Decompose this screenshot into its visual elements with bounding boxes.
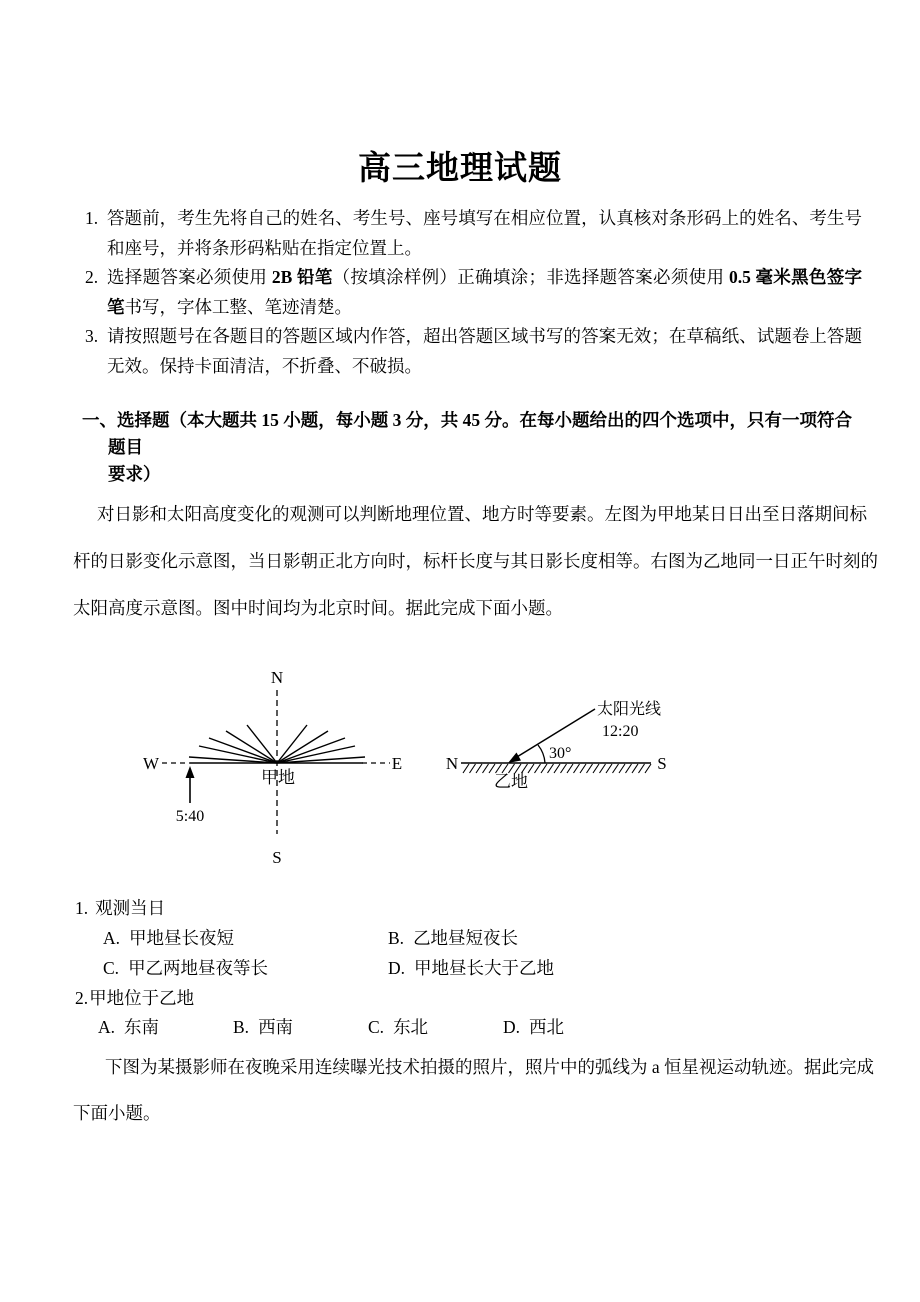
instruction-text: 请按照题号在各题目的答题区域内作答，超出答题区域书写的答案无效；在草稿纸、试题卷上答题无效。保持卡面清洁，不折叠、不破损。	[107, 326, 862, 376]
option-text: 西南	[258, 1017, 294, 1037]
question-text: 观测当日	[95, 898, 166, 918]
ground-hatching	[463, 764, 651, 773]
option-label: A.	[103, 928, 121, 948]
instruction-item	[0, 322, 920, 381]
angle-arc	[538, 745, 545, 763]
option-text: 甲乙两地昼夜等长	[128, 958, 269, 978]
east-label: E	[391, 754, 403, 773]
q1-option-a	[103, 923, 388, 953]
instruction-item	[0, 204, 920, 263]
instruction-text: 答题前，考生先将自己的姓名、考生号、座号填写在相应位置，认真核对条形码上的姓名、考生号和座号，并将条形码粘贴在指定位置上。	[107, 208, 862, 258]
q1-option-b	[388, 923, 673, 953]
south-label: S	[272, 848, 282, 867]
reading-passage-2	[73, 1044, 875, 1136]
section-heading-line2: 要求）	[108, 464, 161, 484]
option-text: 西北	[529, 1017, 565, 1037]
instruction-text-bold: 0.5 毫米黑色签字笔	[107, 267, 863, 317]
instruction-text: 选择题答案必须使用	[107, 267, 272, 287]
option-label: D.	[503, 1017, 521, 1037]
q2-option-b	[233, 1013, 368, 1041]
instruction-item	[0, 263, 920, 322]
q1-option-d	[388, 953, 673, 983]
shadow-direction-figure	[140, 666, 410, 881]
question-2-stem	[75, 983, 920, 1013]
question-number: 1.	[75, 898, 89, 918]
question-2	[0, 983, 920, 1041]
option-text: 甲地昼长大于乙地	[414, 958, 555, 978]
question-2-options	[98, 1013, 920, 1041]
west-label: W	[142, 754, 160, 773]
noon-time-label: 12:20	[602, 723, 639, 740]
figure-row	[0, 666, 920, 881]
passage-line: 太阳高度示意图。图中时间均为北京时间。据此完成下面小题。	[73, 598, 563, 618]
instruction-text-bold: 2B 铅笔	[271, 267, 333, 287]
reading-passage-1	[73, 491, 878, 632]
section-heading-line1: 一、选择题（本大题共 15 小题，每小题 3 分，共 45 分。在每小题给出的四个选项中，只有一项符合题目	[82, 410, 852, 457]
question-text: 甲地位于乙地	[89, 988, 195, 1008]
question-number: 2.	[75, 988, 89, 1008]
instruction-number: 1.	[85, 208, 99, 228]
sunrise-arrow-head	[186, 766, 195, 778]
option-row	[103, 953, 920, 983]
question-1	[0, 893, 920, 983]
page-title: 高三地理试题	[358, 149, 562, 186]
passage-line: 对日影和太阳高度变化的观测可以判断地理位置、地方时等要素。左图为甲地某日日出至日落期间标	[97, 504, 867, 524]
option-text: 东南	[124, 1017, 160, 1037]
option-label: A.	[98, 1017, 116, 1037]
option-text: 东北	[393, 1017, 429, 1037]
q2-option-a	[98, 1013, 233, 1041]
passage-line: 下面小题。	[73, 1103, 161, 1123]
sun-ray-label: 太阳光线	[597, 701, 662, 718]
instruction-number: 2.	[85, 267, 99, 287]
option-label: D.	[388, 958, 406, 978]
option-label: B.	[233, 1017, 250, 1037]
option-text: 甲地昼长夜短	[129, 928, 235, 948]
sunrise-time-label: 5:40	[175, 808, 205, 825]
q2-option-d	[503, 1013, 638, 1041]
north-label: N	[445, 754, 459, 773]
passage-line: 下图为某摄影师在夜晚采用连续曝光技术拍摄的照片，照片中的弧线为 a 恒星视运动轨迹。据此完成	[105, 1057, 875, 1077]
place-jia-label: 甲地	[261, 768, 295, 787]
angle-value-label: 30°	[549, 745, 572, 762]
south-label: S	[657, 754, 667, 773]
option-label: C.	[103, 958, 120, 978]
exam-instructions	[0, 204, 920, 381]
option-row	[103, 923, 920, 953]
question-1-stem	[75, 893, 920, 923]
q2-option-c	[368, 1013, 503, 1041]
option-text: 乙地昼短夜长	[413, 928, 519, 948]
sun-angle-figure	[445, 694, 680, 829]
option-label: C.	[368, 1017, 385, 1037]
option-label: B.	[388, 928, 405, 948]
passage-line: 杆的日影变化示意图，当日影朝正北方向时，标杆长度与其日影长度相等。右图为乙地同一日正午时刻的	[73, 551, 878, 571]
instruction-text: 书写，字体工整、笔迹清楚。	[124, 296, 352, 317]
instruction-number: 3.	[85, 326, 99, 346]
question-1-options	[103, 923, 920, 983]
instruction-text: （按填涂样例）正确填涂；非选择题答案必须使用	[332, 267, 729, 287]
place-yi-label: 乙地	[494, 772, 528, 791]
north-label: N	[270, 668, 284, 687]
section-heading	[63, 407, 862, 488]
q1-option-c	[103, 953, 388, 983]
sun-ray-arrow-head	[508, 753, 521, 764]
